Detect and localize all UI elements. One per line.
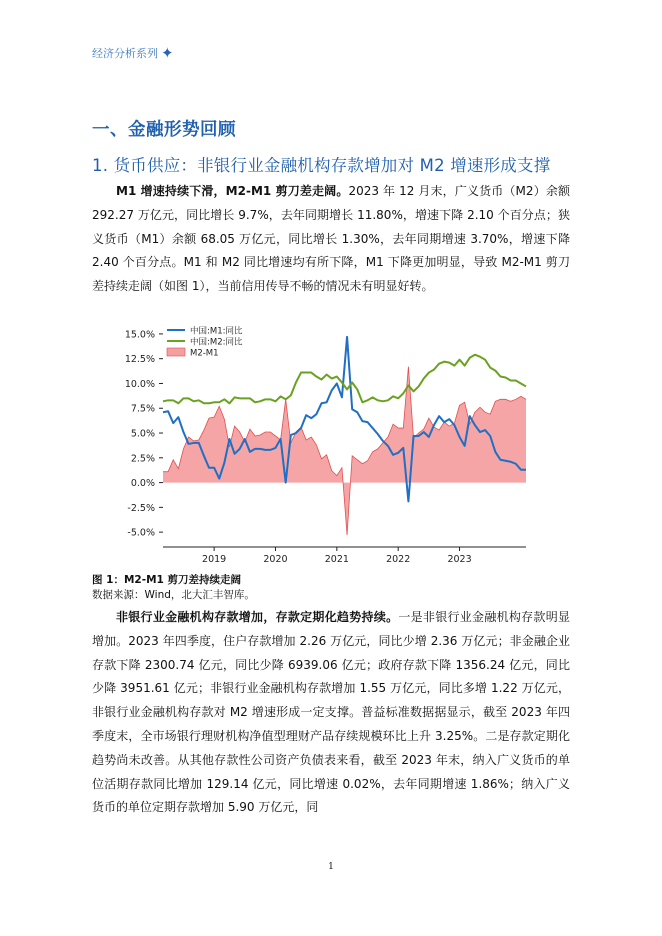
y-tick-label: 12.5% [124,354,155,366]
paragraph-1 [92,180,570,299]
paragraph-2-body: 一是非银行业金融机构存款明显增加。2023 年四季度，住户存款增加 2.26 万亿元，同比少增 2.36 万亿元；非金融企业存款下降 2300.74 亿元，同比少降 6939.06 亿元；政府存款下降 1356.24 亿元，同比少降 3951.61 亿元；非银行业金融机构存款增加 1.55 万亿元，同比多增 1.22 万亿元，非银行业金融机构存款对 M2 增速形成一定支撑。普益标准数据据显示，截至 2023 年四季度末，全市场银行理财机构净值型理财产品存续规模环比上升 3.25%。二是存款定期化趋势尚未改善。从其他存款性公司资产负债表来看，截至 2023 年末，纳入广义货币的单位活期存款同比增加 129.14 亿元，同比增速 0.02%，去年同期增速 1.86%；纳入广义货币的单位定期存款增加 5.90 万亿元，同 [92,610,570,815]
y-tick-label: 7.5% [130,403,155,415]
paragraph-2 [92,606,570,820]
legend-label-m2-m1: M2-M1 [190,348,219,359]
x-tick-label: 2019 [202,554,227,565]
page-header [92,44,174,62]
y-tick-label: 10.0% [124,378,155,390]
legend-label-m2: 中国:M2:同比 [190,337,243,348]
series-title: 经济分析系列 [92,47,158,60]
y-tick-label: -5.0% [127,527,155,539]
x-tick-label: 2020 [263,554,288,565]
sparkle-icon: ✦ [161,44,174,62]
y-tick-label: 15.0% [124,329,155,341]
y-tick-label: 2.5% [130,453,155,465]
y-tick-label: -2.5% [127,502,155,514]
y-tick-label: 0.0% [130,478,155,490]
paragraph-1-lead: M1 增速持续下滑，M2-M1 剪刀差走阔。 [116,184,349,198]
x-tick-label: 2023 [447,554,472,565]
paragraph-2-lead: 非银行业金融机构存款增加，存款定期化趋势持续。 [116,610,399,624]
legend-label-m1: 中国:M1:同比 [190,326,243,337]
m1-m2-chart [108,322,528,567]
subsection-heading: 1. 货币供应：非银行业金融机构存款增加对 M2 增速形成支撑 [92,156,551,175]
page-number: 1 [328,862,334,872]
x-tick-label: 2022 [386,554,411,565]
chart-legend [167,326,243,359]
figure-caption: 图 1：M2-M1 剪刀差持续走阔 [92,574,241,586]
figure-source: 数据来源：Wind，北大汇丰智库。 [92,589,255,601]
m2-m1-area [163,367,526,535]
paragraph-1-body: 2023 年 12 月末，广义货币（M2）余额 292.27 万亿元，同比增长 9.7%，去年同期增长 11.80%，增速下降 2.10 个百分点；狭义货币（M1）余额 68.05 万亿元，同比增长 1.30%，去年同期增速 3.70%，增速下降 2.40 个百分点。M1 和 M2 同比增速均有所下降，M1 下降更加明显，导致 M2-M1 剪刀差持续走阔（如图 1），当前信用传导不畅的情况未有明显好转。 [92,184,570,294]
section-heading: 一、金融形势回顾 [92,120,236,140]
x-tick-label: 2021 [324,554,349,565]
legend-swatch-m2-m1 [167,348,185,356]
y-axis [125,329,163,538]
y-tick-label: 5.0% [130,428,155,440]
m2-m1-area-series [163,367,526,535]
x-axis [202,547,472,565]
